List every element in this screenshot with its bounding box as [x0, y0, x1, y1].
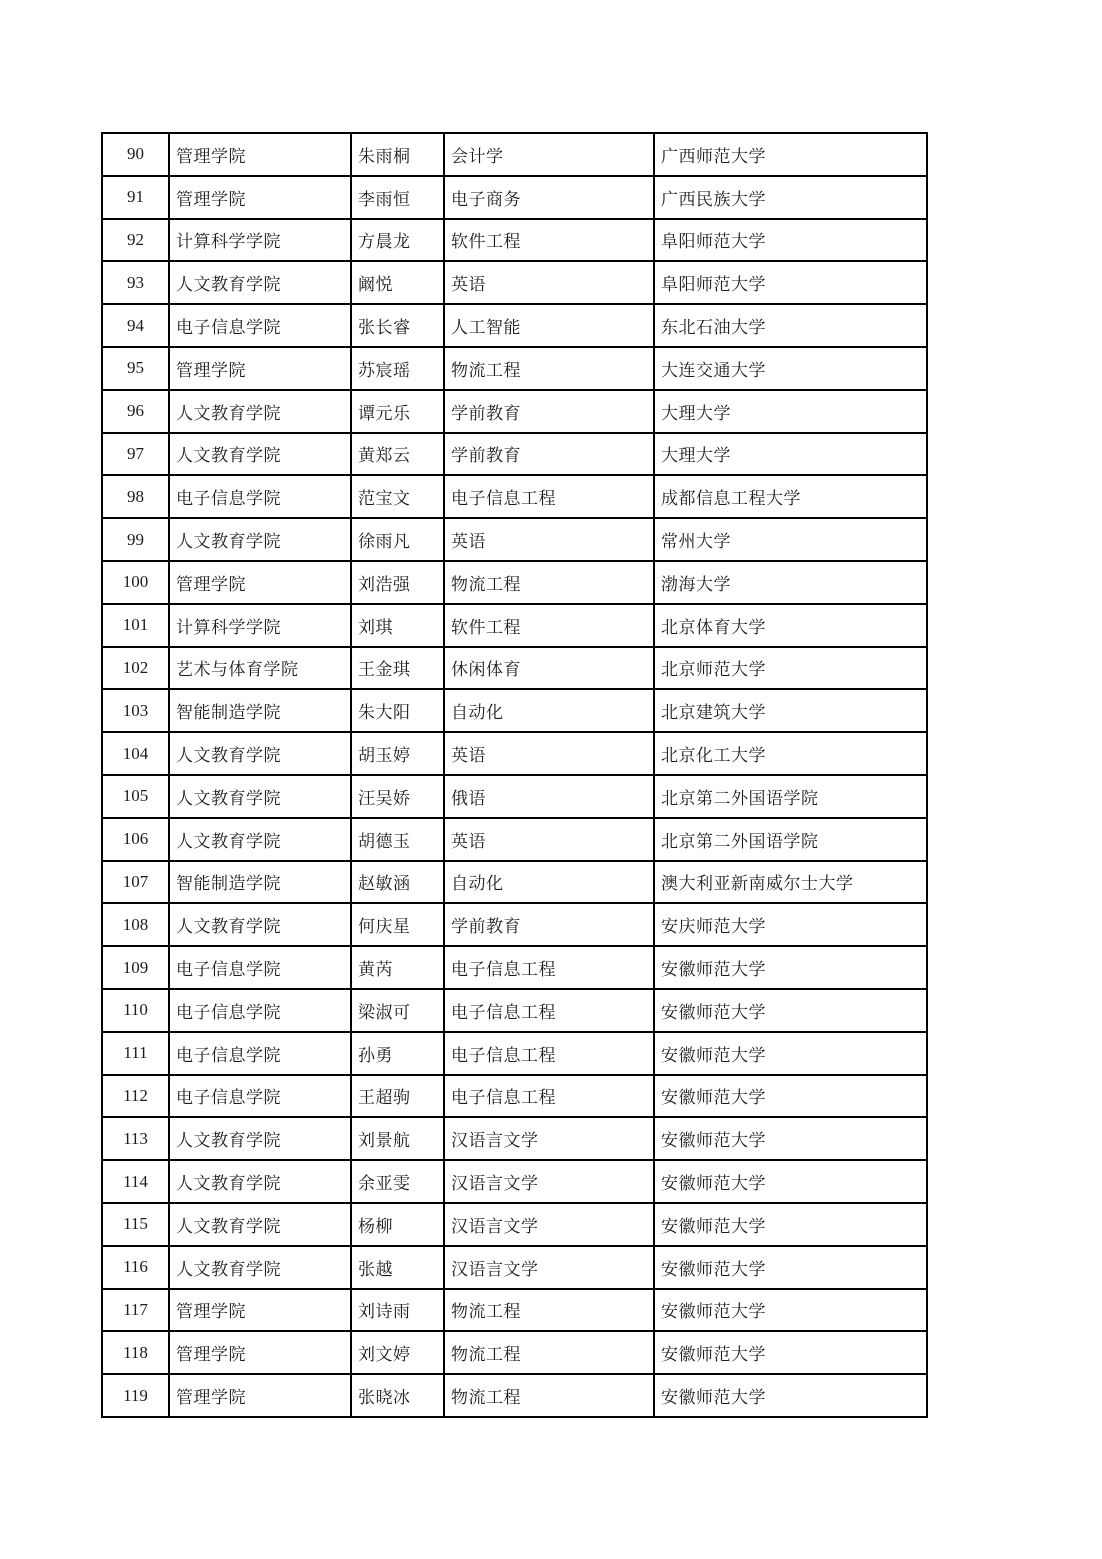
- cell-university: 北京化工大学: [654, 732, 927, 775]
- cell-major: 英语: [444, 732, 654, 775]
- table-row: [102, 989, 927, 1032]
- cell-number: 117: [102, 1289, 169, 1332]
- cell-number: 92: [102, 219, 169, 262]
- cell-major: 俄语: [444, 775, 654, 818]
- cell-name: 余亚雯: [351, 1160, 444, 1203]
- cell-major: 物流工程: [444, 1374, 654, 1417]
- cell-college: 人文教育学院: [169, 903, 351, 946]
- cell-major: 汉语言文学: [444, 1203, 654, 1246]
- cell-university: 广西民族大学: [654, 176, 927, 219]
- cell-major: 物流工程: [444, 1289, 654, 1332]
- cell-number: 114: [102, 1160, 169, 1203]
- cell-college: 智能制造学院: [169, 861, 351, 904]
- cell-name: 张越: [351, 1246, 444, 1289]
- cell-name: 刘浩强: [351, 561, 444, 604]
- table-row: [102, 1203, 927, 1246]
- cell-college: 计算科学学院: [169, 604, 351, 647]
- cell-name: 黄芮: [351, 946, 444, 989]
- cell-name: 谭元乐: [351, 390, 444, 433]
- cell-major: 软件工程: [444, 219, 654, 262]
- cell-major: 学前教育: [444, 433, 654, 476]
- table-row: [102, 390, 927, 433]
- table-row: [102, 1289, 927, 1332]
- cell-major: 物流工程: [444, 561, 654, 604]
- cell-college: 电子信息学院: [169, 946, 351, 989]
- cell-college: 电子信息学院: [169, 1075, 351, 1118]
- cell-university: 安徽师范大学: [654, 1331, 927, 1374]
- cell-university: 安庆师范大学: [654, 903, 927, 946]
- cell-number: 112: [102, 1075, 169, 1118]
- cell-major: 英语: [444, 261, 654, 304]
- cell-number: 94: [102, 304, 169, 347]
- cell-university: 北京师范大学: [654, 647, 927, 690]
- cell-name: 杨柳: [351, 1203, 444, 1246]
- table-row: [102, 1374, 927, 1417]
- cell-university: 阜阳师范大学: [654, 219, 927, 262]
- cell-number: 98: [102, 475, 169, 518]
- cell-college: 人文教育学院: [169, 518, 351, 561]
- cell-number: 115: [102, 1203, 169, 1246]
- table-row: [102, 1331, 927, 1374]
- cell-university: 广西师范大学: [654, 133, 927, 176]
- cell-college: 电子信息学院: [169, 475, 351, 518]
- cell-name: 胡德玉: [351, 818, 444, 861]
- cell-name: 阚悦: [351, 261, 444, 304]
- cell-university: 安徽师范大学: [654, 1117, 927, 1160]
- cell-major: 电子信息工程: [444, 1075, 654, 1118]
- cell-university: 北京第二外国语学院: [654, 775, 927, 818]
- cell-college: 人文教育学院: [169, 732, 351, 775]
- cell-university: 阜阳师范大学: [654, 261, 927, 304]
- cell-university: 安徽师范大学: [654, 1374, 927, 1417]
- cell-college: 管理学院: [169, 347, 351, 390]
- cell-university: 渤海大学: [654, 561, 927, 604]
- cell-college: 人文教育学院: [169, 818, 351, 861]
- table-row: [102, 176, 927, 219]
- table-row: [102, 1160, 927, 1203]
- cell-name: 方晨龙: [351, 219, 444, 262]
- cell-college: 管理学院: [169, 176, 351, 219]
- cell-major: 自动化: [444, 689, 654, 732]
- cell-major: 休闲体育: [444, 647, 654, 690]
- cell-college: 电子信息学院: [169, 1032, 351, 1075]
- cell-major: 汉语言文学: [444, 1160, 654, 1203]
- table-row: [102, 604, 927, 647]
- cell-college: 人文教育学院: [169, 1117, 351, 1160]
- cell-university: 北京第二外国语学院: [654, 818, 927, 861]
- cell-major: 汉语言文学: [444, 1117, 654, 1160]
- cell-university: 安徽师范大学: [654, 1160, 927, 1203]
- cell-university: 安徽师范大学: [654, 1075, 927, 1118]
- cell-major: 电子信息工程: [444, 989, 654, 1032]
- cell-university: 安徽师范大学: [654, 1203, 927, 1246]
- cell-university: 北京体育大学: [654, 604, 927, 647]
- cell-number: 113: [102, 1117, 169, 1160]
- table-row: [102, 261, 927, 304]
- table-row: [102, 347, 927, 390]
- cell-major: 电子信息工程: [444, 475, 654, 518]
- table-row: [102, 433, 927, 476]
- table-row: [102, 946, 927, 989]
- cell-name: 赵敏涵: [351, 861, 444, 904]
- cell-name: 徐雨凡: [351, 518, 444, 561]
- cell-major: 汉语言文学: [444, 1246, 654, 1289]
- cell-major: 英语: [444, 518, 654, 561]
- cell-major: 物流工程: [444, 347, 654, 390]
- cell-name: 刘琪: [351, 604, 444, 647]
- cell-number: 93: [102, 261, 169, 304]
- table-row: [102, 219, 927, 262]
- cell-college: 人文教育学院: [169, 1160, 351, 1203]
- cell-name: 黄郑云: [351, 433, 444, 476]
- cell-university: 北京建筑大学: [654, 689, 927, 732]
- cell-college: 人文教育学院: [169, 433, 351, 476]
- cell-number: 111: [102, 1032, 169, 1075]
- table-row: [102, 304, 927, 347]
- table-row: [102, 818, 927, 861]
- cell-number: 95: [102, 347, 169, 390]
- cell-name: 汪吴娇: [351, 775, 444, 818]
- cell-number: 107: [102, 861, 169, 904]
- cell-university: 大连交通大学: [654, 347, 927, 390]
- table-row: [102, 1246, 927, 1289]
- cell-name: 梁淑可: [351, 989, 444, 1032]
- table-row: [102, 903, 927, 946]
- cell-number: 101: [102, 604, 169, 647]
- cell-university: 安徽师范大学: [654, 946, 927, 989]
- cell-number: 118: [102, 1331, 169, 1374]
- cell-number: 97: [102, 433, 169, 476]
- table-row: [102, 518, 927, 561]
- cell-number: 110: [102, 989, 169, 1032]
- cell-name: 王超驹: [351, 1075, 444, 1118]
- cell-university: 安徽师范大学: [654, 1246, 927, 1289]
- cell-name: 张长睿: [351, 304, 444, 347]
- cell-major: 电子商务: [444, 176, 654, 219]
- cell-college: 管理学院: [169, 1374, 351, 1417]
- cell-major: 软件工程: [444, 604, 654, 647]
- cell-number: 103: [102, 689, 169, 732]
- table-row: [102, 1117, 927, 1160]
- table-row: [102, 1032, 927, 1075]
- table-row: [102, 561, 927, 604]
- cell-university: 安徽师范大学: [654, 989, 927, 1032]
- table-row: [102, 133, 927, 176]
- student-table-body: [102, 133, 927, 1417]
- table-row: [102, 775, 927, 818]
- cell-number: 102: [102, 647, 169, 690]
- cell-number: 105: [102, 775, 169, 818]
- cell-name: 李雨恒: [351, 176, 444, 219]
- cell-college: 管理学院: [169, 133, 351, 176]
- cell-name: 王金琪: [351, 647, 444, 690]
- cell-college: 人文教育学院: [169, 1203, 351, 1246]
- cell-name: 刘景航: [351, 1117, 444, 1160]
- cell-name: 张晓冰: [351, 1374, 444, 1417]
- cell-major: 自动化: [444, 861, 654, 904]
- cell-university: 澳大利亚新南威尔士大学: [654, 861, 927, 904]
- table-row: [102, 475, 927, 518]
- cell-university: 常州大学: [654, 518, 927, 561]
- cell-number: 109: [102, 946, 169, 989]
- cell-name: 朱雨桐: [351, 133, 444, 176]
- cell-major: 学前教育: [444, 903, 654, 946]
- cell-college: 电子信息学院: [169, 304, 351, 347]
- cell-number: 91: [102, 176, 169, 219]
- cell-college: 人文教育学院: [169, 775, 351, 818]
- cell-name: 苏宸瑶: [351, 347, 444, 390]
- cell-university: 大理大学: [654, 433, 927, 476]
- cell-major: 会计学: [444, 133, 654, 176]
- table-row: [102, 1075, 927, 1118]
- table-row: [102, 689, 927, 732]
- cell-number: 90: [102, 133, 169, 176]
- table-row: [102, 647, 927, 690]
- cell-major: 电子信息工程: [444, 946, 654, 989]
- cell-number: 96: [102, 390, 169, 433]
- cell-major: 物流工程: [444, 1331, 654, 1374]
- cell-college: 人文教育学院: [169, 1246, 351, 1289]
- cell-college: 管理学院: [169, 561, 351, 604]
- cell-name: 刘诗雨: [351, 1289, 444, 1332]
- cell-college: 艺术与体育学院: [169, 647, 351, 690]
- cell-number: 119: [102, 1374, 169, 1417]
- cell-name: 朱大阳: [351, 689, 444, 732]
- cell-college: 管理学院: [169, 1289, 351, 1332]
- cell-major: 人工智能: [444, 304, 654, 347]
- cell-college: 计算科学学院: [169, 219, 351, 262]
- cell-number: 100: [102, 561, 169, 604]
- cell-college: 电子信息学院: [169, 989, 351, 1032]
- cell-number: 108: [102, 903, 169, 946]
- cell-major: 电子信息工程: [444, 1032, 654, 1075]
- cell-name: 胡玉婷: [351, 732, 444, 775]
- cell-university: 东北石油大学: [654, 304, 927, 347]
- student-table: [101, 132, 928, 1418]
- cell-number: 106: [102, 818, 169, 861]
- cell-college: 人文教育学院: [169, 390, 351, 433]
- cell-number: 99: [102, 518, 169, 561]
- cell-university: 安徽师范大学: [654, 1289, 927, 1332]
- cell-major: 学前教育: [444, 390, 654, 433]
- cell-college: 人文教育学院: [169, 261, 351, 304]
- cell-college: 智能制造学院: [169, 689, 351, 732]
- cell-university: 大理大学: [654, 390, 927, 433]
- cell-number: 104: [102, 732, 169, 775]
- cell-university: 安徽师范大学: [654, 1032, 927, 1075]
- cell-college: 管理学院: [169, 1331, 351, 1374]
- cell-name: 何庆星: [351, 903, 444, 946]
- cell-major: 英语: [444, 818, 654, 861]
- cell-number: 116: [102, 1246, 169, 1289]
- cell-name: 范宝文: [351, 475, 444, 518]
- cell-university: 成都信息工程大学: [654, 475, 927, 518]
- cell-name: 刘文婷: [351, 1331, 444, 1374]
- cell-name: 孙勇: [351, 1032, 444, 1075]
- table-row: [102, 861, 927, 904]
- table-row: [102, 732, 927, 775]
